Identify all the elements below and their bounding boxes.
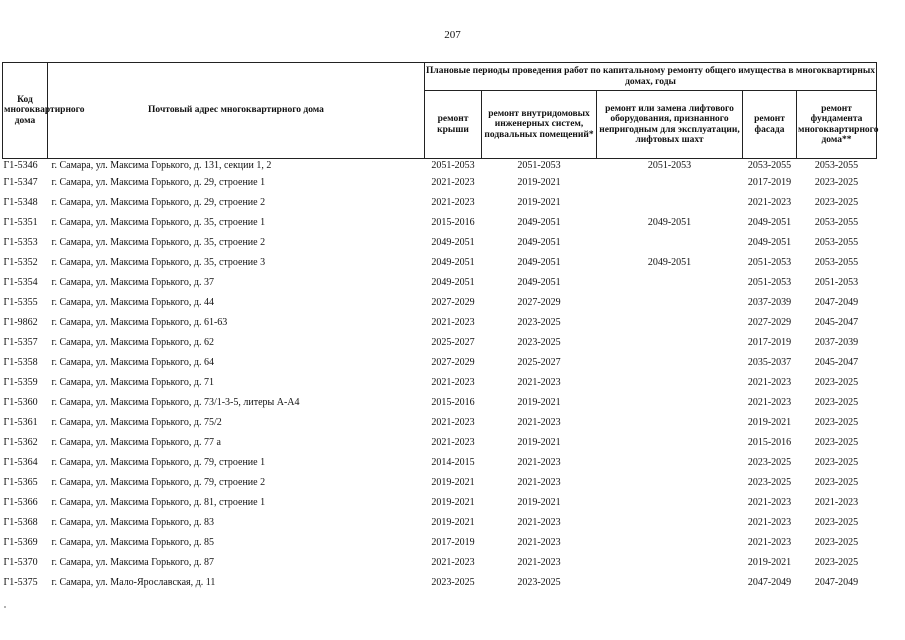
cell-code: Г1-5375 — [3, 576, 38, 588]
cell-roof: 2021-2023 — [431, 316, 475, 328]
cell-code: Г1-5361 — [3, 416, 38, 428]
cell-facade: 2021-2023 — [747, 536, 792, 548]
cell-address: г. Самара, ул. Мало-Ярославская, д. 11 — [51, 576, 216, 588]
cell-address: г. Самара, ул. Максима Горького, д. 83 — [51, 516, 214, 528]
cell-engineering: 2025-2027 — [517, 356, 561, 368]
cell-roof: 2027-2029 — [431, 296, 475, 308]
cell-code: Г1-5347 — [3, 176, 38, 188]
cell-roof: 2051-2053 — [431, 160, 475, 171]
cell-address: г. Самара, ул. Максима Горького, д. 61-63 — [51, 316, 228, 328]
cell-engineering: 2023-2025 — [517, 336, 561, 348]
header-roof: ремонт крыши — [425, 91, 482, 159]
cell-facade: 2021-2023 — [747, 516, 792, 528]
cell-elevator — [597, 512, 743, 532]
cell-code: Г1-5366 — [3, 496, 38, 508]
cell-elevator — [597, 572, 743, 592]
cell-foundation: 2023-2025 — [814, 476, 859, 488]
cell-foundation: 2023-2025 — [814, 416, 859, 428]
cell-foundation: 2047-2049 — [814, 296, 859, 308]
cell-foundation: 2053-2055 — [814, 236, 859, 248]
cell-foundation: 2021-2023 — [814, 496, 859, 508]
cell-code: Г1-5348 — [3, 196, 38, 208]
cell-roof: 2014-2015 — [431, 456, 475, 468]
cell-engineering: 2023-2025 — [517, 316, 561, 328]
cell-elevator — [597, 452, 743, 472]
cell-facade: 2021-2023 — [747, 376, 792, 388]
cell-code: Г1-5357 — [3, 336, 38, 348]
header-group: Плановые периоды проведения работ по капитальному ремонту общего имущества в многоквартирных домах, годы — [425, 63, 877, 91]
cell-elevator — [597, 412, 743, 432]
table-row — [3, 412, 877, 432]
cell-address: г. Самара, ул. Максима Горького, д. 35, строение 1 — [51, 216, 266, 228]
cell-elevator — [597, 392, 743, 412]
table-body — [3, 159, 877, 593]
cell-facade: 2017-2019 — [747, 176, 792, 188]
table-row — [3, 292, 877, 312]
cell-engineering: 2027-2029 — [517, 296, 561, 308]
table-row — [3, 372, 877, 392]
cell-roof: 2021-2023 — [431, 176, 475, 188]
cell-roof: 2049-2051 — [431, 236, 475, 248]
table-row — [3, 312, 877, 332]
cell-elevator — [597, 352, 743, 372]
cell-engineering: 2049-2051 — [517, 216, 561, 228]
cell-code: Г1-9862 — [3, 316, 38, 328]
cell-elevator — [597, 332, 743, 352]
cell-address: г. Самара, ул. Максима Горького, д. 81, строение 1 — [51, 496, 266, 508]
cell-foundation: 2051-2053 — [814, 276, 859, 288]
cell-code: Г1-5359 — [3, 376, 38, 388]
table-row — [3, 432, 877, 452]
cell-elevator — [597, 312, 743, 332]
table-row — [3, 232, 877, 252]
table-row — [3, 452, 877, 472]
cell-address: г. Самара, ул. Максима Горького, д. 131, секции 1, 2 — [51, 160, 272, 171]
cell-roof: 2021-2023 — [431, 436, 475, 448]
cell-foundation: 2053-2055 — [814, 216, 859, 228]
cell-elevator — [597, 272, 743, 292]
cell-roof: 2021-2023 — [431, 416, 475, 428]
cell-engineering: 2019-2021 — [517, 436, 561, 448]
cell-code: Г1-5346 — [3, 160, 38, 171]
cell-engineering: 2021-2023 — [517, 456, 561, 468]
cell-address: г. Самара, ул. Максима Горького, д. 75/2 — [51, 416, 222, 428]
cell-elevator — [597, 432, 743, 452]
header-facade: ремонт фасада — [743, 91, 797, 159]
cell-code: Г1-5364 — [3, 456, 38, 468]
table-row — [3, 272, 877, 292]
cell-address: г. Самара, ул. Максима Горького, д. 79, строение 2 — [51, 476, 266, 488]
cell-facade: 2049-2051 — [747, 236, 792, 248]
header-foundation: ремонт фундамента многоквартирного дома** — [797, 91, 877, 159]
cell-foundation: 2023-2025 — [814, 436, 859, 448]
cell-elevator — [597, 532, 743, 552]
cell-foundation: 2023-2025 — [814, 536, 859, 548]
cell-roof: 2015-2016 — [431, 216, 475, 228]
table-row — [3, 392, 877, 412]
cell-engineering: 2019-2021 — [517, 496, 561, 508]
cell-facade: 2021-2023 — [747, 496, 792, 508]
cell-code: Г1-5351 — [3, 216, 38, 228]
cell-code: Г1-5354 — [3, 276, 38, 288]
table-row — [3, 212, 877, 232]
cell-roof: 2021-2023 — [431, 556, 475, 568]
cell-elevator — [597, 492, 743, 512]
capital-repair-table — [2, 62, 877, 592]
cell-roof: 2015-2016 — [431, 396, 475, 408]
cell-roof: 2027-2029 — [431, 356, 475, 368]
cell-facade: 2023-2025 — [747, 476, 792, 488]
table-row — [3, 532, 877, 552]
margin-dot — [4, 606, 6, 608]
table-row — [3, 332, 877, 352]
cell-address: г. Самара, ул. Максима Горького, д. 87 — [51, 556, 214, 568]
cell-roof: 2019-2021 — [431, 496, 475, 508]
cell-engineering: 2049-2051 — [517, 256, 561, 268]
cell-elevator: 2049-2051 — [647, 216, 692, 228]
cell-foundation: 2053-2055 — [814, 160, 859, 171]
cell-facade: 2053-2055 — [747, 160, 792, 171]
cell-facade: 2051-2053 — [747, 256, 792, 268]
cell-address: г. Самара, ул. Максима Горького, д. 77 а — [51, 436, 221, 448]
cell-roof: 2023-2025 — [431, 576, 475, 588]
cell-roof: 2017-2019 — [431, 536, 475, 548]
cell-engineering: 2021-2023 — [517, 476, 561, 488]
cell-foundation: 2023-2025 — [814, 176, 859, 188]
table-header — [3, 63, 877, 159]
cell-code: Г1-5355 — [3, 296, 38, 308]
cell-engineering: 2021-2023 — [517, 416, 561, 428]
cell-code: Г1-5362 — [3, 436, 38, 448]
cell-facade: 2015-2016 — [747, 436, 792, 448]
cell-foundation: 2047-2049 — [814, 576, 859, 588]
cell-facade: 2017-2019 — [747, 336, 792, 348]
cell-facade: 2021-2023 — [747, 196, 792, 208]
cell-foundation: 2023-2025 — [814, 396, 859, 408]
cell-elevator — [597, 232, 743, 252]
cell-engineering: 2019-2021 — [517, 396, 561, 408]
cell-engineering: 2021-2023 — [517, 516, 561, 528]
table-row — [3, 492, 877, 512]
cell-address: г. Самара, ул. Максима Горького, д. 62 — [51, 336, 214, 348]
cell-elevator — [597, 172, 743, 192]
cell-foundation: 2023-2025 — [814, 456, 859, 468]
cell-foundation: 2045-2047 — [814, 316, 859, 328]
cell-foundation: 2023-2025 — [814, 516, 859, 528]
cell-foundation: 2023-2025 — [814, 376, 859, 388]
cell-facade: 2037-2039 — [747, 296, 792, 308]
cell-address: г. Самара, ул. Максима Горького, д. 85 — [51, 536, 214, 548]
cell-roof: 2021-2023 — [431, 196, 475, 208]
table-row — [3, 159, 877, 173]
cell-facade: 2049-2051 — [747, 216, 792, 228]
table-row — [3, 192, 877, 212]
header-engineering: ремонт внутридомовых инженерных систем, подвальных помещений* — [482, 91, 597, 159]
cell-address: г. Самара, ул. Максима Горького, д. 29, строение 2 — [51, 196, 266, 208]
cell-roof: 2021-2023 — [431, 376, 475, 388]
cell-foundation: 2037-2039 — [814, 336, 859, 348]
cell-code: Г1-5352 — [3, 256, 38, 268]
cell-engineering: 2051-2053 — [517, 160, 561, 171]
cell-foundation: 2023-2025 — [814, 196, 859, 208]
table-row — [3, 552, 877, 572]
header-elevator: ремонт или замена лифтового оборудования, признанного непригодным для эксплуатации, лифтовых шахт — [597, 91, 743, 159]
table-row — [3, 252, 877, 272]
header-code: Код многоквартирного дома — [3, 63, 48, 159]
cell-facade: 2035-2037 — [747, 356, 792, 368]
cell-roof: 2019-2021 — [431, 516, 475, 528]
table-row — [3, 512, 877, 532]
cell-address: г. Самара, ул. Максима Горького, д. 79, строение 1 — [51, 456, 266, 468]
cell-elevator: 2049-2051 — [647, 256, 692, 268]
cell-code: Г1-5360 — [3, 396, 38, 408]
cell-facade: 2027-2029 — [747, 316, 792, 328]
cell-address: г. Самара, ул. Максима Горького, д. 37 — [51, 276, 214, 288]
cell-code: Г1-5370 — [3, 556, 38, 568]
cell-address: г. Самара, ул. Максима Горького, д. 64 — [51, 356, 214, 368]
cell-elevator — [597, 552, 743, 572]
header-address: Почтовый адрес многоквартирного дома — [48, 63, 425, 159]
cell-elevator: 2051-2053 — [647, 160, 692, 171]
cell-roof: 2019-2021 — [431, 476, 475, 488]
table-row — [3, 172, 877, 192]
table-row — [3, 352, 877, 372]
cell-code: Г1-5353 — [3, 236, 38, 248]
cell-engineering: 2049-2051 — [517, 276, 561, 288]
cell-code: Г1-5358 — [3, 356, 38, 368]
cell-address: г. Самара, ул. Максима Горького, д. 35, строение 3 — [51, 256, 266, 268]
cell-code: Г1-5369 — [3, 536, 38, 548]
cell-address: г. Самара, ул. Максима Горького, д. 29, строение 1 — [51, 176, 266, 188]
cell-elevator — [597, 372, 743, 392]
cell-facade: 2021-2023 — [747, 396, 792, 408]
cell-code: Г1-5365 — [3, 476, 38, 488]
cell-engineering: 2019-2021 — [517, 196, 561, 208]
cell-engineering: 2021-2023 — [517, 556, 561, 568]
cell-code: Г1-5368 — [3, 516, 38, 528]
table-row — [3, 472, 877, 492]
cell-engineering: 2049-2051 — [517, 236, 561, 248]
table-row — [3, 572, 877, 592]
cell-foundation: 2053-2055 — [814, 256, 859, 268]
cell-engineering: 2019-2021 — [517, 176, 561, 188]
page-number: 207 — [444, 29, 461, 41]
cell-address: г. Самара, ул. Максима Горького, д. 35, строение 2 — [51, 236, 266, 248]
cell-address: г. Самара, ул. Максима Горького, д. 71 — [51, 376, 214, 388]
cell-foundation: 2045-2047 — [814, 356, 859, 368]
cell-facade: 2023-2025 — [747, 456, 792, 468]
cell-facade: 2019-2021 — [747, 556, 792, 568]
cell-facade: 2019-2021 — [747, 416, 792, 428]
cell-elevator — [597, 192, 743, 212]
cell-roof: 2049-2051 — [431, 256, 475, 268]
cell-facade: 2051-2053 — [747, 276, 792, 288]
cell-foundation: 2023-2025 — [814, 556, 859, 568]
cell-roof: 2025-2027 — [431, 336, 475, 348]
cell-engineering: 2021-2023 — [517, 376, 561, 388]
cell-engineering: 2023-2025 — [517, 576, 561, 588]
cell-elevator — [597, 472, 743, 492]
cell-elevator — [597, 292, 743, 312]
cell-address: г. Самара, ул. Максима Горького, д. 44 — [51, 296, 214, 308]
cell-roof: 2049-2051 — [431, 276, 475, 288]
cell-facade: 2047-2049 — [747, 576, 792, 588]
cell-address: г. Самара, ул. Максима Горького, д. 73/1-3-5, литеры А-А4 — [51, 396, 300, 408]
cell-engineering: 2021-2023 — [517, 536, 561, 548]
